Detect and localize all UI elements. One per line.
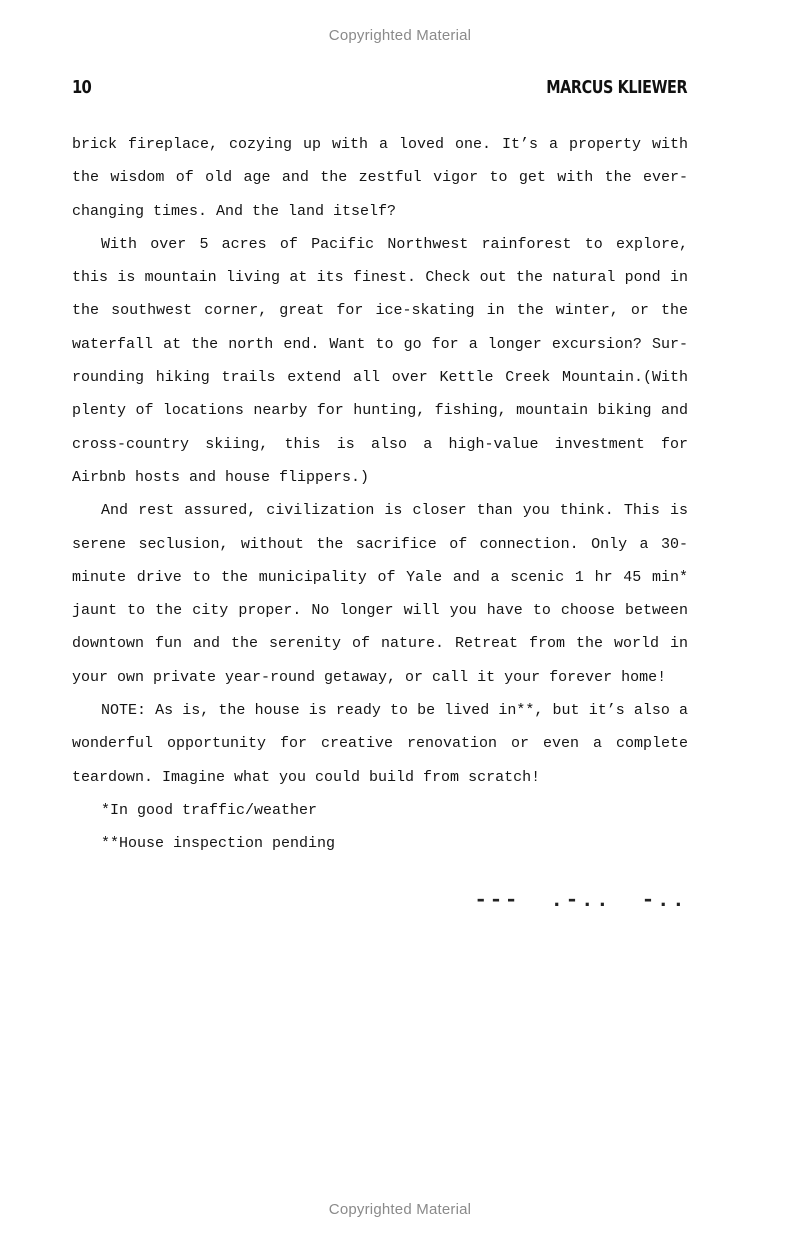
paragraph-note: NOTE: As is, the house is ready to be lived in**, but it’s also a wonderful opportunity for creative renovation or even a complete teardown. Imagine what you could build from scratch! [72,702,688,786]
body-text [72,128,688,861]
footnote-inspection: **House inspection pending [101,835,336,853]
morse-code-signoff: --- .-.. -.. [474,888,687,913]
paragraph-land: With over 5 acres of Pacific Northwest rainforest to explore, this is mountain living at its finest. Check out the natural pond in the southwest corner, great for ice-skating in the winter, or the waterfall at the north end. Want to go for a longer excursion? Surrounding hiking trails extend all over Kettle Creek Mountain.(With plenty of locations nearby for hunting, fishing, mountain biking and cross-country skiing, this is also a high-value investment for Airbnb hosts and house flippers.) [72,235,688,486]
running-header [72,77,687,101]
copyright-watermark-bottom: Copyrighted Material [328,1201,472,1218]
author-name: MARCUS KLIEWER [546,77,687,98]
paragraph-civilization: And rest assured, civilization is closer than you think. This is serene seclusion, without the sacrifice of connection. Only a 30-minute drive to the municipality of Yale and a scenic 1 hr 45 min* jaunt to the city proper. No longer will you have to choose between downtown fun and the serenity of nature. Retreat from the world in your own private year-round getaway, or call it your forever home! [72,502,688,686]
page-number: 10 [72,77,91,98]
copyright-watermark-top: Copyrighted Material [328,27,472,44]
footnote-traffic: *In good traffic/weather [101,801,318,819]
paragraph-continuation: brick fireplace, cozying up with a loved one. It’s a property with the wisdom of old age and the zestful vigor to get with the ever-changing times. And the land itself? [72,136,688,220]
